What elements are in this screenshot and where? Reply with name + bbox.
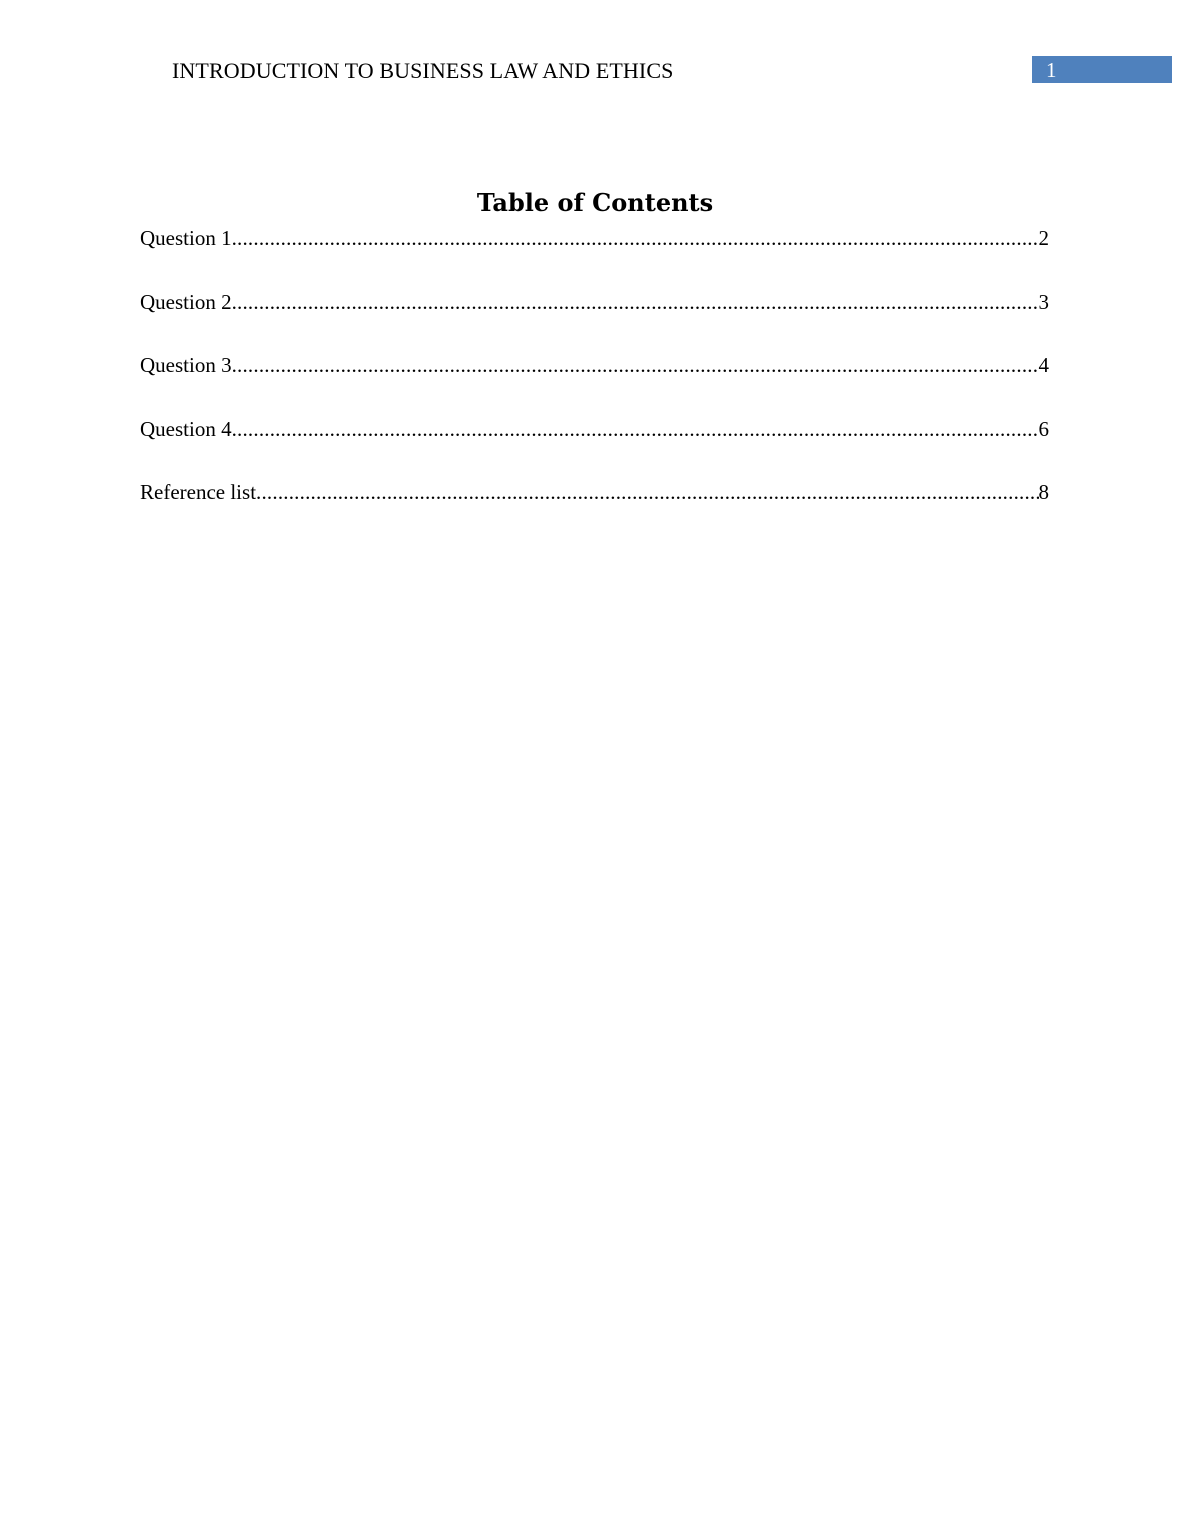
toc-entry-reference-list[interactable] — [140, 478, 1049, 542]
page-number-badge — [1032, 56, 1172, 83]
toc-entry-page: 4 — [1038, 353, 1049, 377]
toc-entry-page: 6 — [1038, 416, 1049, 441]
toc-entry-page: 8 — [1038, 480, 1049, 504]
toc-entry-label: Question 2 — [140, 289, 232, 314]
toc-entry-label: Reference list — [140, 480, 257, 504]
toc-entry-label: Question 4 — [140, 416, 232, 441]
toc-entry-page: 2 — [1038, 226, 1049, 250]
toc-dot-leader — [232, 224, 1039, 252]
toc-entry-label: Question 1 — [140, 226, 232, 250]
toc-dot-leader — [232, 288, 1039, 316]
toc-entry-question-2[interactable] — [140, 288, 1049, 352]
toc-dot-leader — [232, 415, 1039, 443]
table-of-contents — [140, 224, 1049, 542]
toc-dot-leader — [232, 351, 1039, 379]
toc-entry-page: 3 — [1038, 289, 1049, 314]
toc-entry-question-1[interactable] — [140, 224, 1049, 288]
toc-dot-leader — [256, 478, 1038, 506]
toc-entry-question-4[interactable] — [140, 415, 1049, 479]
toc-entry-label: Question 3 — [140, 353, 232, 377]
toc-heading: Table of Contents — [476, 188, 714, 217]
running-header-title: INTRODUCTION TO BUSINESS LAW AND ETHICS — [172, 58, 674, 83]
toc-entry-question-3[interactable] — [140, 351, 1049, 415]
page-number: 1 — [1046, 58, 1057, 82]
